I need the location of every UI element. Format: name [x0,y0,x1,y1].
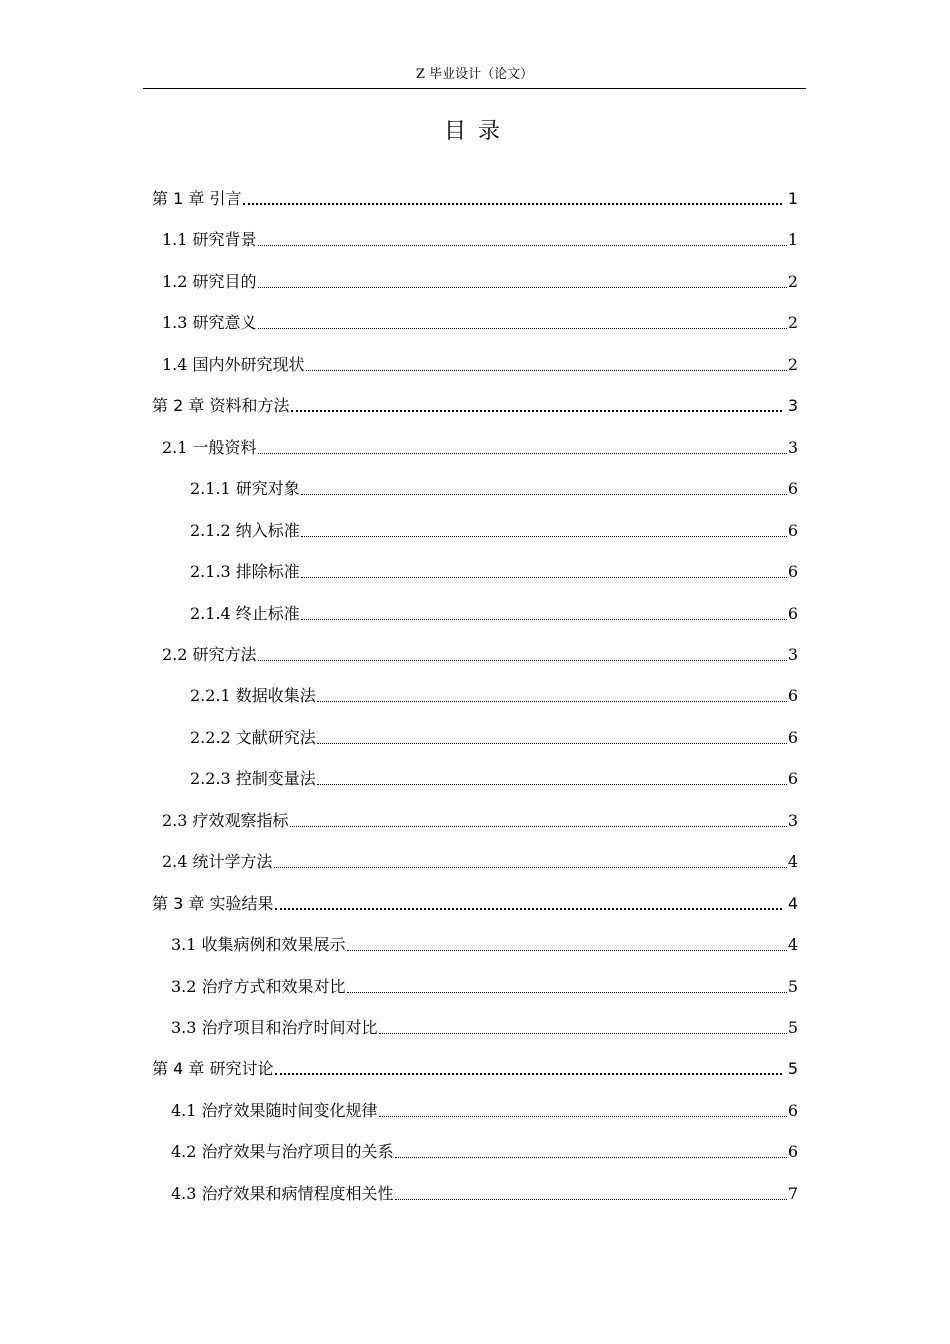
toc-leader-dots [395,1157,787,1158]
toc-entry-page: 6 [787,1100,798,1120]
toc-leader-dots [290,826,787,827]
toc-leader-dots [317,743,787,744]
toc-entry-label: 3.1 收集病例和效果展示 [171,935,346,955]
toc-entry-label: 2.1.1 研究对象 [190,479,300,499]
toc-entry[interactable] [162,350,798,376]
toc-entry-page: 7 [787,1183,798,1203]
toc-entry[interactable] [162,267,798,293]
toc-entry-page: 1 [787,230,798,250]
toc-leader-dots [347,992,787,993]
toc-entry-page: 5 [787,1018,798,1037]
toc-leader-dots [274,867,787,868]
toc-entry[interactable] [190,599,798,625]
toc-entry-label: 3.2 治疗方式和效果对比 [171,976,346,996]
toc-entry[interactable] [171,972,798,998]
toc-leader-dots [317,701,787,702]
toc-entry[interactable] [152,184,798,210]
toc-entry-page: 3 [787,810,798,830]
toc-entry-label: 4.2 治疗效果与治疗项目的关系 [171,1142,394,1162]
toc-entry-page: 2 [787,354,798,374]
toc-entry-label: 1.4 国内外研究现状 [162,354,305,374]
toc-entry-label: 1.3 研究意义 [162,313,257,333]
toc-leader-dots [301,577,787,578]
toc-entry-page: 3 [787,437,798,457]
toc-entry[interactable] [190,557,798,583]
toc-entry-label: 2.2.2 文献研究法 [190,727,316,747]
toc-entry-label: 4.3 治疗效果和病情程度相关性 [171,1183,394,1203]
toc-entry-label: 2.3 疗效观察指标 [162,810,289,830]
toc-entry-label: 2.1.2 纳入标准 [190,520,300,540]
toc-entry-label: 1.1 研究背景 [162,230,257,250]
toc-entry-page: 6 [787,686,798,706]
toc-leader-dots [301,536,787,537]
toc-entry-label: 2.2.3 控制变量法 [190,769,316,789]
toc-leader-dots [379,1116,787,1117]
toc-entry-page: 6 [787,769,798,789]
toc-entry-label: 第 2 章 资料和方法 [152,396,290,416]
toc-entry-label: 2.1 一般资料 [162,437,257,457]
toc-leader-dots [395,1199,787,1200]
toc-entry-page: 2 [787,313,798,333]
toc-leader-dots [258,287,787,288]
toc-entry-label: 2.1.4 终止标准 [190,603,300,623]
toc-entry-label: 2.2 研究方法 [162,644,257,664]
toc-entry[interactable] [162,433,798,459]
page-header: Z 毕业设计（论文） [143,64,806,89]
toc-leader-dots [275,1073,781,1075]
toc-entry-page: 6 [787,562,798,582]
toc-leader-dots [306,370,787,371]
toc-entry[interactable] [190,723,798,749]
toc-leader-dots [379,1033,787,1034]
toc-entry-page: 4 [787,893,798,913]
toc-entry-page: 6 [787,479,798,499]
toc-entry[interactable] [190,764,798,790]
toc-leader-dots [301,619,787,620]
toc-entry[interactable] [171,1013,798,1039]
toc-entry[interactable] [190,681,798,707]
toc-entry[interactable] [171,1137,798,1163]
toc-entry-page: 6 [787,603,798,623]
toc-leader-dots [258,453,787,454]
toc-entry[interactable] [152,391,798,417]
toc-leader-dots [317,784,787,785]
toc-leader-dots [291,410,781,412]
toc-entry-page: 5 [787,976,798,996]
toc-entry-page: 3 [787,396,798,416]
toc-entry-page: 6 [787,1142,798,1162]
toc-entry[interactable] [162,640,798,666]
toc-entry-page: 2 [787,271,798,291]
toc-entry[interactable] [171,1096,798,1122]
toc-entry[interactable] [171,1179,798,1205]
toc-entry-label: 2.1.3 排除标准 [190,562,300,582]
toc-entry[interactable] [152,889,798,915]
toc-entry[interactable] [190,516,798,542]
toc-entry-label: 4.1 治疗效果随时间变化规律 [171,1100,378,1120]
toc-entry[interactable] [190,474,798,500]
toc-entry-page: 6 [787,727,798,747]
toc-leader-dots [347,950,787,951]
toc-leader-dots [243,203,781,205]
toc-entry[interactable] [152,1054,798,1080]
toc-entry-page: 6 [787,520,798,540]
toc-entry[interactable] [162,225,798,251]
toc-leader-dots [301,494,787,495]
toc-leader-dots [275,908,781,910]
toc-entry-label: 第 1 章 引言 [152,189,242,208]
toc-entry-label: 第 3 章 实验结果 [152,893,274,913]
toc-leader-dots [258,328,787,329]
toc-leader-dots [258,245,787,246]
toc-entry-page: 5 [787,1059,798,1079]
toc-entry[interactable] [171,930,798,956]
toc-entry-label: 3.3 治疗项目和治疗时间对比 [171,1018,378,1037]
toc-entry-page: 3 [787,644,798,664]
toc-entry-label: 第 4 章 研究讨论 [152,1059,274,1079]
toc-entry-page: 4 [787,852,798,872]
toc-entry-label: 1.2 研究目的 [162,271,257,291]
toc-entry-page: 1 [787,189,798,208]
page-title: 目录 [443,119,512,144]
toc-entry-label: 2.4 统计学方法 [162,852,273,872]
toc-entry[interactable] [162,806,798,832]
toc-entry-label: 2.2.1 数据收集法 [190,686,316,706]
toc-entry-page: 4 [787,935,798,955]
toc-entry[interactable] [162,308,798,334]
toc-entry[interactable] [162,847,798,873]
toc-leader-dots [258,660,787,661]
